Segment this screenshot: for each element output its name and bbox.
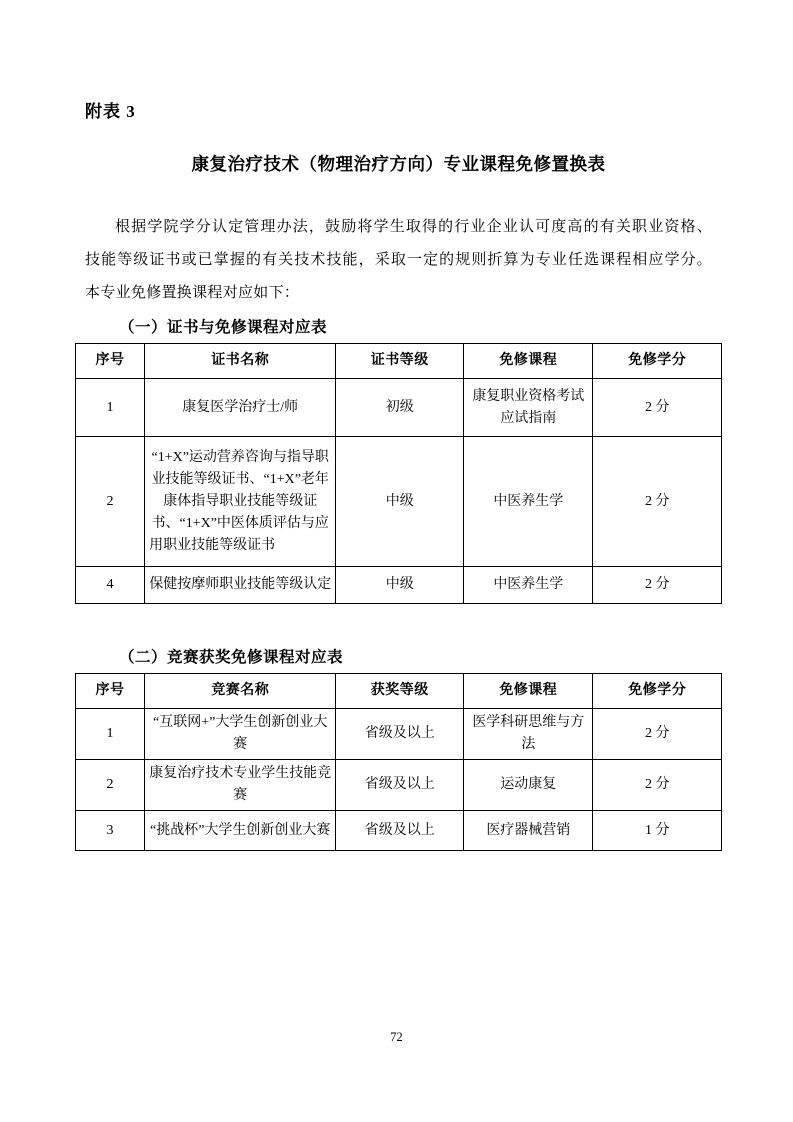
- column-header-cert-level: 证书等级: [336, 344, 464, 379]
- cell-credit: 1 分: [593, 811, 722, 851]
- table-row: [76, 567, 722, 604]
- page-number: 72: [390, 1030, 403, 1044]
- cell-seq: 3: [76, 811, 145, 851]
- cell-course: 中医养生学: [464, 567, 593, 604]
- column-header-seq: 序号: [76, 344, 145, 379]
- cell-competition-name: “互联网+”大学生创新创业大赛: [145, 709, 336, 760]
- cell-cert-name: “1+X”运动营养咨询与指导职业技能等级证书、“1+X”老年康体指导职业技能等级证书、“1+X”中医体质评估与应用职业技能等级证书: [145, 437, 336, 567]
- cell-competition-name: “挑战杯”大学生创新创业大赛: [145, 811, 336, 851]
- cell-cert-level: 中级: [336, 567, 464, 604]
- competition-table-header-row: [76, 674, 722, 709]
- table-row: [76, 760, 722, 811]
- column-header-credit: 免修学分: [593, 344, 722, 379]
- cell-course: 康复职业资格考试应试指南: [464, 379, 593, 437]
- column-header-cert-name: 证书名称: [145, 344, 336, 379]
- cell-credit: 2 分: [593, 379, 722, 437]
- cell-course: 医疗器械营销: [464, 811, 593, 851]
- intro-line-2: 技能等级证书或已掌握的有关技术技能，采取一定的规则折算为专业任选课程相应学分。: [85, 252, 712, 268]
- table-row: [76, 811, 722, 851]
- table-row: [76, 437, 722, 567]
- column-header-award-level: 获奖等级: [336, 674, 464, 709]
- column-header-course: 免修课程: [464, 674, 593, 709]
- table-row: [76, 709, 722, 760]
- cell-course: 中医养生学: [464, 437, 593, 567]
- cell-award-level: 省级及以上: [336, 811, 464, 851]
- column-header-competition-name: 竞赛名称: [145, 674, 336, 709]
- appendix-label: 附表 3: [85, 102, 136, 121]
- cell-cert-name: 康复医学治疗士/师: [145, 379, 336, 437]
- cell-cert-name: 保健按摩师职业技能等级认定: [145, 567, 336, 604]
- intro-line-1: 根据学院学分认定管理办法，鼓励将学生取得的行业企业认可度高的有关职业资格、: [115, 219, 712, 235]
- cell-credit: 2 分: [593, 437, 722, 567]
- column-header-course: 免修课程: [464, 344, 593, 379]
- cell-course: 医学科研思维与方法: [464, 709, 593, 760]
- cell-competition-name: 康复治疗技术专业学生技能竞赛: [145, 760, 336, 811]
- cell-seq: 2: [76, 437, 145, 567]
- page-title: 康复治疗技术（物理治疗方向）专业课程免修置换表: [191, 154, 606, 174]
- cell-seq: 4: [76, 567, 145, 604]
- cell-credit: 2 分: [593, 709, 722, 760]
- cell-credit: 2 分: [593, 567, 722, 604]
- cell-credit: 2 分: [593, 760, 722, 811]
- cell-seq: 2: [76, 760, 145, 811]
- cell-award-level: 省级及以上: [336, 709, 464, 760]
- competition-table: [75, 673, 722, 851]
- certificate-table-heading: （一）证书与免修课程对应表: [119, 319, 328, 336]
- cell-award-level: 省级及以上: [336, 760, 464, 811]
- competition-table-heading: （二）竞赛获奖免修课程对应表: [119, 649, 344, 666]
- cell-cert-level: 中级: [336, 437, 464, 567]
- cell-course: 运动康复: [464, 760, 593, 811]
- cell-seq: 1: [76, 709, 145, 760]
- certificate-table: [75, 343, 722, 604]
- certificate-table-header-row: [76, 344, 722, 379]
- cell-cert-level: 初级: [336, 379, 464, 437]
- intro-paragraph: [85, 211, 712, 310]
- table-row: [76, 379, 722, 437]
- intro-line-3: 本专业免修置换课程对应如下：: [85, 285, 300, 301]
- cell-seq: 1: [76, 379, 145, 437]
- column-header-seq: 序号: [76, 674, 145, 709]
- column-header-credit: 免修学分: [593, 674, 722, 709]
